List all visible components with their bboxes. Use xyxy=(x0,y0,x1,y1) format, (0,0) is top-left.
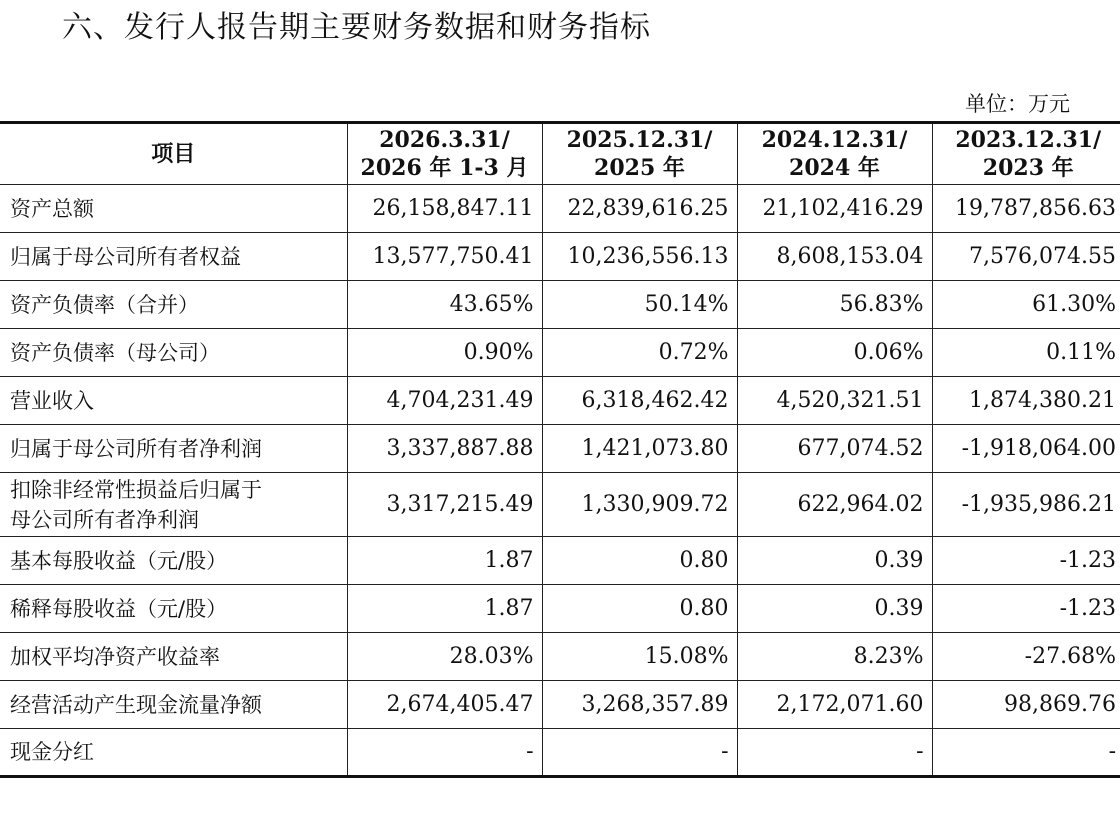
row-label-text: 基本每股收益（元/股） xyxy=(10,548,228,573)
row-value: 8.23% xyxy=(737,633,932,681)
row-label xyxy=(0,233,347,281)
row-label-text: 归属于母公司所有者权益 xyxy=(10,244,241,269)
row-value: - xyxy=(347,729,542,777)
row-value: 1,421,073.80 xyxy=(542,425,737,473)
row-value: - xyxy=(737,729,932,777)
row-value: -1,935,986.21 xyxy=(932,473,1120,537)
header-date: 2023.12.31/ xyxy=(955,127,1102,153)
row-value: 677,074.52 xyxy=(737,425,932,473)
row-value: 0.11% xyxy=(932,329,1120,377)
row-value: 8,608,153.04 xyxy=(737,233,932,281)
row-value: 0.80 xyxy=(542,537,737,585)
header-date: 2025.12.31/ xyxy=(566,127,713,153)
row-value: 0.39 xyxy=(737,537,932,585)
header-period: 2023 年 xyxy=(982,155,1074,181)
table-row xyxy=(0,537,1120,585)
table-row xyxy=(0,473,1120,537)
header-period: 2024 年 xyxy=(789,155,880,181)
row-value: 3,268,357.89 xyxy=(542,681,737,729)
row-label-text: 归属于母公司所有者净利润 xyxy=(10,436,262,461)
row-label xyxy=(0,681,347,729)
header-date: 2026.3.31/ xyxy=(379,127,510,153)
row-label xyxy=(0,473,347,537)
table-row xyxy=(0,281,1120,329)
row-value: 3,317,215.49 xyxy=(347,473,542,537)
row-value: 0.90% xyxy=(347,329,542,377)
row-label-text: 稀释每股收益（元/股） xyxy=(10,596,228,621)
row-value: 22,839,616.25 xyxy=(542,185,737,233)
table-row xyxy=(0,329,1120,377)
row-label xyxy=(0,281,347,329)
row-label xyxy=(0,377,347,425)
row-label xyxy=(0,425,347,473)
row-label xyxy=(0,185,347,233)
row-value: 1.87 xyxy=(347,537,542,585)
table-row xyxy=(0,681,1120,729)
row-value: 0.39 xyxy=(737,585,932,633)
row-label-text: 经营活动产生现金流量净额 xyxy=(10,692,262,717)
header-col-2026q1 xyxy=(347,123,542,185)
row-value: 56.83% xyxy=(737,281,932,329)
row-label-text: 资产负债率（合并） xyxy=(10,292,199,317)
row-value: 98,869.76 xyxy=(932,681,1120,729)
row-label-text: 资产负债率（母公司） xyxy=(10,340,220,365)
table-row xyxy=(0,729,1120,777)
row-label xyxy=(0,537,347,585)
row-label-text: 营业收入 xyxy=(10,388,94,413)
table-row xyxy=(0,585,1120,633)
table-row xyxy=(0,377,1120,425)
row-value: - xyxy=(932,729,1120,777)
row-label xyxy=(0,633,347,681)
row-value: 50.14% xyxy=(542,281,737,329)
row-value: 0.80 xyxy=(542,585,737,633)
row-label-text: 加权平均净资产收益率 xyxy=(10,644,220,669)
row-value: 19,787,856.63 xyxy=(932,185,1120,233)
row-value: 2,674,405.47 xyxy=(347,681,542,729)
table-row xyxy=(0,185,1120,233)
header-item-label: 项目 xyxy=(151,141,196,167)
row-value: 3,337,887.88 xyxy=(347,425,542,473)
table-row xyxy=(0,425,1120,473)
table-row xyxy=(0,633,1120,681)
row-value: -1.23 xyxy=(932,585,1120,633)
row-value: 622,964.02 xyxy=(737,473,932,537)
row-label-text: 资产总额 xyxy=(10,196,94,221)
row-value: 13,577,750.41 xyxy=(347,233,542,281)
row-value: 21,102,416.29 xyxy=(737,185,932,233)
row-label xyxy=(0,585,347,633)
row-value: 10,236,556.13 xyxy=(542,233,737,281)
row-value: 4,704,231.49 xyxy=(347,377,542,425)
header-col-2025 xyxy=(542,123,737,185)
row-value: 0.72% xyxy=(542,329,737,377)
row-value: 4,520,321.51 xyxy=(737,377,932,425)
row-value: 15.08% xyxy=(542,633,737,681)
row-value: -1.23 xyxy=(932,537,1120,585)
page-title: 六、发行人报告期主要财务数据和财务指标 xyxy=(62,10,651,45)
row-label-text: 扣除非经常性损益后归属于 母公司所有者净利润 xyxy=(10,477,262,532)
header-row xyxy=(0,123,1120,185)
row-label xyxy=(0,329,347,377)
row-value: - xyxy=(542,729,737,777)
header-col-2023 xyxy=(932,123,1120,185)
row-label-text: 现金分红 xyxy=(10,740,94,764)
row-value: 6,318,462.42 xyxy=(542,377,737,425)
table-header xyxy=(0,123,1120,185)
row-value: 1,330,909.72 xyxy=(542,473,737,537)
unit-label: 单位：万元 xyxy=(965,92,1070,116)
row-value: 61.30% xyxy=(932,281,1120,329)
financial-data-table xyxy=(0,121,1120,778)
row-value: 1,874,380.21 xyxy=(932,377,1120,425)
row-value: 7,576,074.55 xyxy=(932,233,1120,281)
row-value: 1.87 xyxy=(347,585,542,633)
row-value: 28.03% xyxy=(347,633,542,681)
row-label xyxy=(0,729,347,777)
header-date: 2024.12.31/ xyxy=(761,127,908,153)
header-period: 2025 年 xyxy=(594,155,685,181)
header-period: 2026 年 1-3 月 xyxy=(360,155,529,181)
header-item xyxy=(0,123,347,185)
row-value: 2,172,071.60 xyxy=(737,681,932,729)
row-value: -1,918,064.00 xyxy=(932,425,1120,473)
table-body xyxy=(0,185,1120,777)
row-value: 43.65% xyxy=(347,281,542,329)
table-row xyxy=(0,233,1120,281)
header-col-2024 xyxy=(737,123,932,185)
row-value: 26,158,847.11 xyxy=(347,185,542,233)
row-value: 0.06% xyxy=(737,329,932,377)
row-value: -27.68% xyxy=(932,633,1120,681)
